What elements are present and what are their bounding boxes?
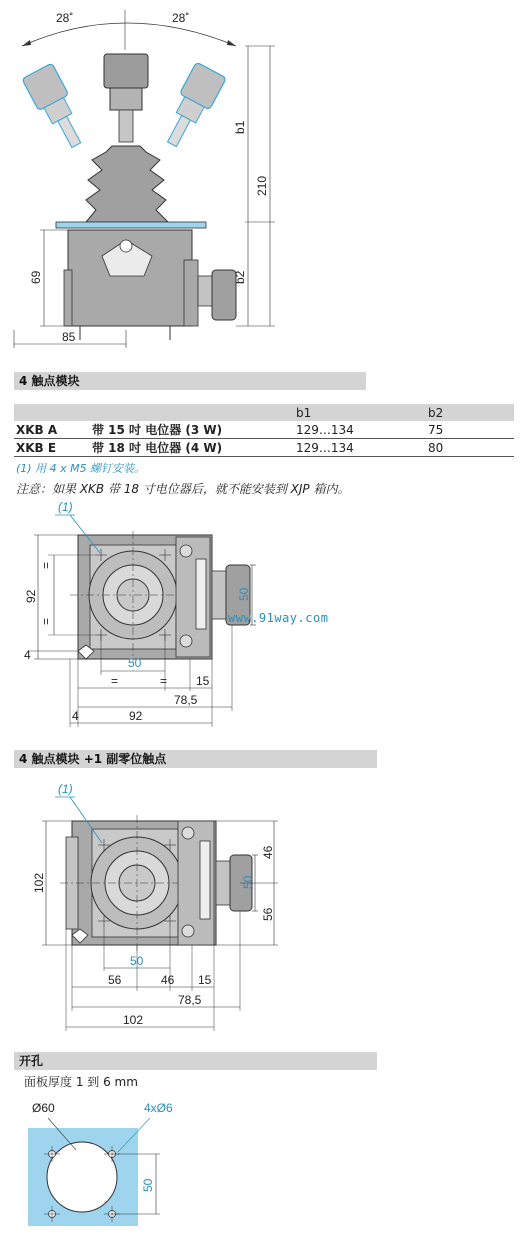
watermark-text: www.91way.com [228,611,329,625]
table-header-cell: b2 [426,404,514,421]
dim-b1: b1 [233,120,247,134]
table-row [14,439,514,457]
dim-56-vertical: 56 [261,907,275,921]
dim-15: 15 [196,674,210,688]
dim-15: 15 [198,973,212,987]
dim-102-horizontal: 102 [123,1013,144,1027]
dim-92-horizontal: 92 [129,709,143,723]
b2-cell: 80 [426,439,514,457]
desc-cell: 带 15 吋 电位器 (3 W) [90,421,294,439]
desc-cell: 带 18 吋 电位器 (4 W) [90,439,294,457]
angle-right-label: 28˚ [172,11,190,25]
dim-50-horizontal: 50 [128,656,142,670]
dim-50-vertical: 50 [241,875,255,889]
dim-210: 210 [255,175,269,196]
panel-thickness-note: 面板厚度 1 到 6 mm [24,1075,138,1089]
dim-eq-top: = [39,561,53,569]
footnote-mounting: (1) 用 4 x M5 螺钉安装。 [16,462,146,475]
callout-1: (1) [58,500,73,514]
model-cell: XKB E [14,439,90,457]
table-header-row [14,404,514,421]
dim-eq-h2: = [160,674,168,688]
callout-1: (1) [58,782,73,796]
dim-eq-bottom: = [39,617,53,625]
dim-46-horizontal: 46 [161,973,175,987]
spec-table [14,404,514,457]
b2-cell: 75 [426,421,514,439]
dim-diameter-60: Ø60 [32,1101,55,1115]
table-header-cell [14,404,90,421]
joystick-side-view-drawing [0,0,520,360]
note-xjp: 注意：如果 XKB 带 18 寸电位器后，就不能安装到 XJP 箱内。 [16,482,350,496]
model-cell: XKB A [14,421,90,439]
dim-102-vertical: 102 [32,872,46,893]
dim-50-horizontal: 50 [130,954,144,968]
module-zero-contact-drawing [0,775,520,1040]
dim-eq-h1: = [111,674,119,688]
table-header-cell: b1 [294,404,426,421]
dim-92-vertical: 92 [24,589,38,603]
dim-4-vertical: 4 [24,648,31,662]
dim-69: 69 [29,270,43,284]
dim-56-horizontal: 56 [108,973,122,987]
b1-cell: 129…134 [294,421,426,439]
dim-4-horizontal: 4 [72,709,79,723]
section-title-4-contacts: 4 触点模块 [14,372,366,390]
dim-46-vertical: 46 [261,845,275,859]
cutout-drawing [0,1090,520,1240]
dim-78-5: 78,5 [174,693,198,707]
dim-holes-4x6: 4xØ6 [144,1101,173,1115]
dim-50: 50 [141,1178,155,1192]
table-header-cell [90,404,294,421]
dim-85: 85 [62,330,76,344]
b1-cell: 129…134 [294,439,426,457]
dim-b2: b2 [233,270,247,284]
section-title-4-contacts-plus-zero: 4 触点模块 +1 副零位触点 [14,750,377,768]
dim-50-vertical: 50 [237,587,251,601]
dim-78-5: 78,5 [178,993,202,1007]
table-row [14,421,514,439]
angle-left-label: 28˚ [56,11,74,25]
section-title-cutout: 开孔 [14,1052,377,1070]
